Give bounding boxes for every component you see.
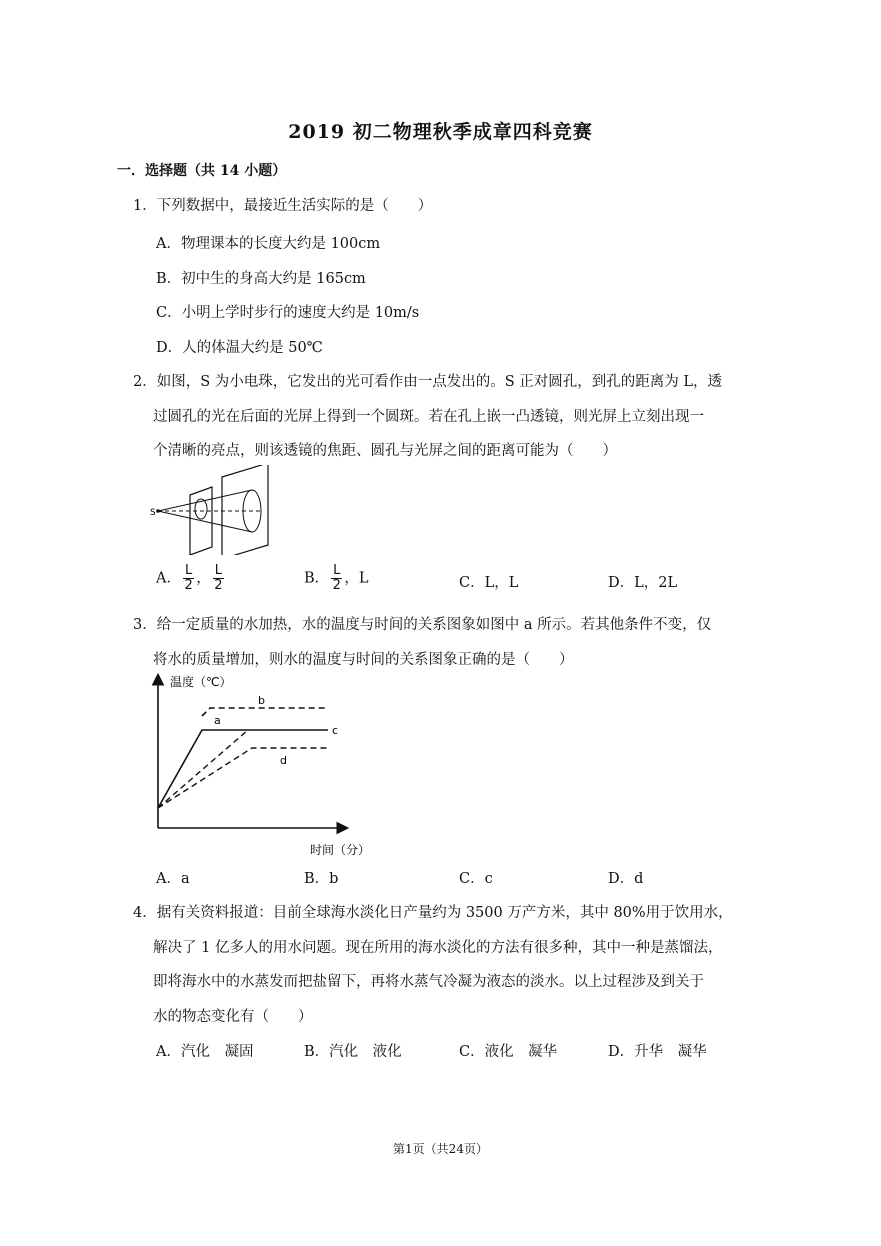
temperature-time-graph: [140, 668, 400, 868]
ray-line: [158, 511, 252, 532]
option-b-prefix: B．: [304, 570, 330, 587]
option-c: C．c: [459, 871, 493, 887]
question-line: 2．如图，S 为小电珠，它发出的光可看作由一点发出的。S 正对圆孔，到孔的距离为 L，透: [133, 374, 723, 390]
option-a: [156, 564, 226, 593]
question-line: 4．据有关资料报道：目前全球海水淡化日产量约为 3500 万产方米，其中 80%用于饮用水，: [133, 905, 733, 921]
option-a-prefix: A．: [156, 570, 181, 587]
label-c: c: [332, 724, 339, 737]
question-line: 将水的质量增加，则水的温度与时间的关系图象正确的是（ ）: [153, 652, 574, 668]
fraction: [213, 564, 224, 593]
label-d: d: [280, 754, 287, 767]
option-b: B．汽化 液化: [304, 1044, 402, 1060]
option-d: D．L，2L: [608, 575, 678, 591]
numerator: L: [214, 563, 222, 578]
option-d: D．人的体温大约是 50℃: [156, 340, 323, 356]
option-b: B．初中生的身高大约是 165cm: [156, 271, 366, 287]
curve-d: [158, 748, 328, 808]
bulb-label: S: [150, 508, 156, 518]
question-line: 3．给一定质量的水加热，水的温度与时间的关系图象如图中 a 所示。若其他条件不变，仅: [133, 617, 712, 633]
curve-b: [202, 708, 328, 716]
option-b-suffix: ，L: [344, 570, 369, 587]
denominator: 2: [214, 578, 223, 593]
option-c: C．液化 凝华: [459, 1044, 558, 1060]
question-line: 即将海水中的水蒸发而把盐留下，再将水蒸气冷凝为液态的淡水。以上过程涉及到关于: [153, 974, 704, 990]
question-stem: 1．下列数据中，最接近生活实际的是（ ）: [133, 198, 433, 214]
separator: ，: [196, 570, 211, 587]
section-heading: 一．选择题（共 14 小题）: [117, 163, 287, 179]
page-title: 2019 初二物理秋季成章四科竞赛: [288, 121, 593, 143]
question-line: 水的物态变化有（ ）: [153, 1009, 313, 1025]
bulb-point: [156, 509, 160, 513]
denominator: 2: [332, 578, 341, 593]
question-line: 过圆孔的光在后面的光屏上得到一个圆斑。若在孔上嵌一凸透镜，则光屏上立刻出现一: [153, 409, 704, 425]
question-line: 个清晰的亮点，则该透镜的焦距、圆孔与光屏之间的距离可能为（ ）: [153, 443, 617, 459]
fraction: [331, 564, 342, 593]
option-d: D．d: [608, 871, 644, 887]
numerator: L: [184, 563, 193, 578]
option-a: A．a: [156, 871, 190, 887]
option-d: D．升华 凝华: [608, 1044, 707, 1060]
ray-line: [158, 490, 252, 511]
option-b: B．b: [304, 871, 339, 887]
numerator: L: [333, 563, 341, 578]
label-a: a: [214, 714, 221, 727]
y-axis-label: 温度（℃）: [170, 675, 232, 689]
option-a: A．汽化 凝固: [156, 1044, 254, 1060]
question-line: 解决了 1 亿多人的用水问题。现在所用的海水淡化的方法有很多种，其中一种是蒸馏法，: [153, 940, 723, 956]
option-a: A．物理课本的长度大约是 100cm: [156, 236, 381, 252]
option-c: C．L，L: [459, 575, 519, 591]
x-axis-label: 时间（分）: [310, 843, 371, 857]
curve-a: [158, 730, 328, 808]
lens-screen-figure: [150, 465, 280, 555]
curve-c: [158, 730, 248, 808]
page-footer: 第1页（共24页）: [393, 1142, 488, 1156]
fraction: [183, 564, 194, 593]
label-b: b: [258, 694, 265, 707]
option-c: C．小明上学时步行的速度大约是 10m/s: [156, 305, 420, 321]
denominator: 2: [184, 578, 193, 593]
option-b: [304, 564, 369, 593]
